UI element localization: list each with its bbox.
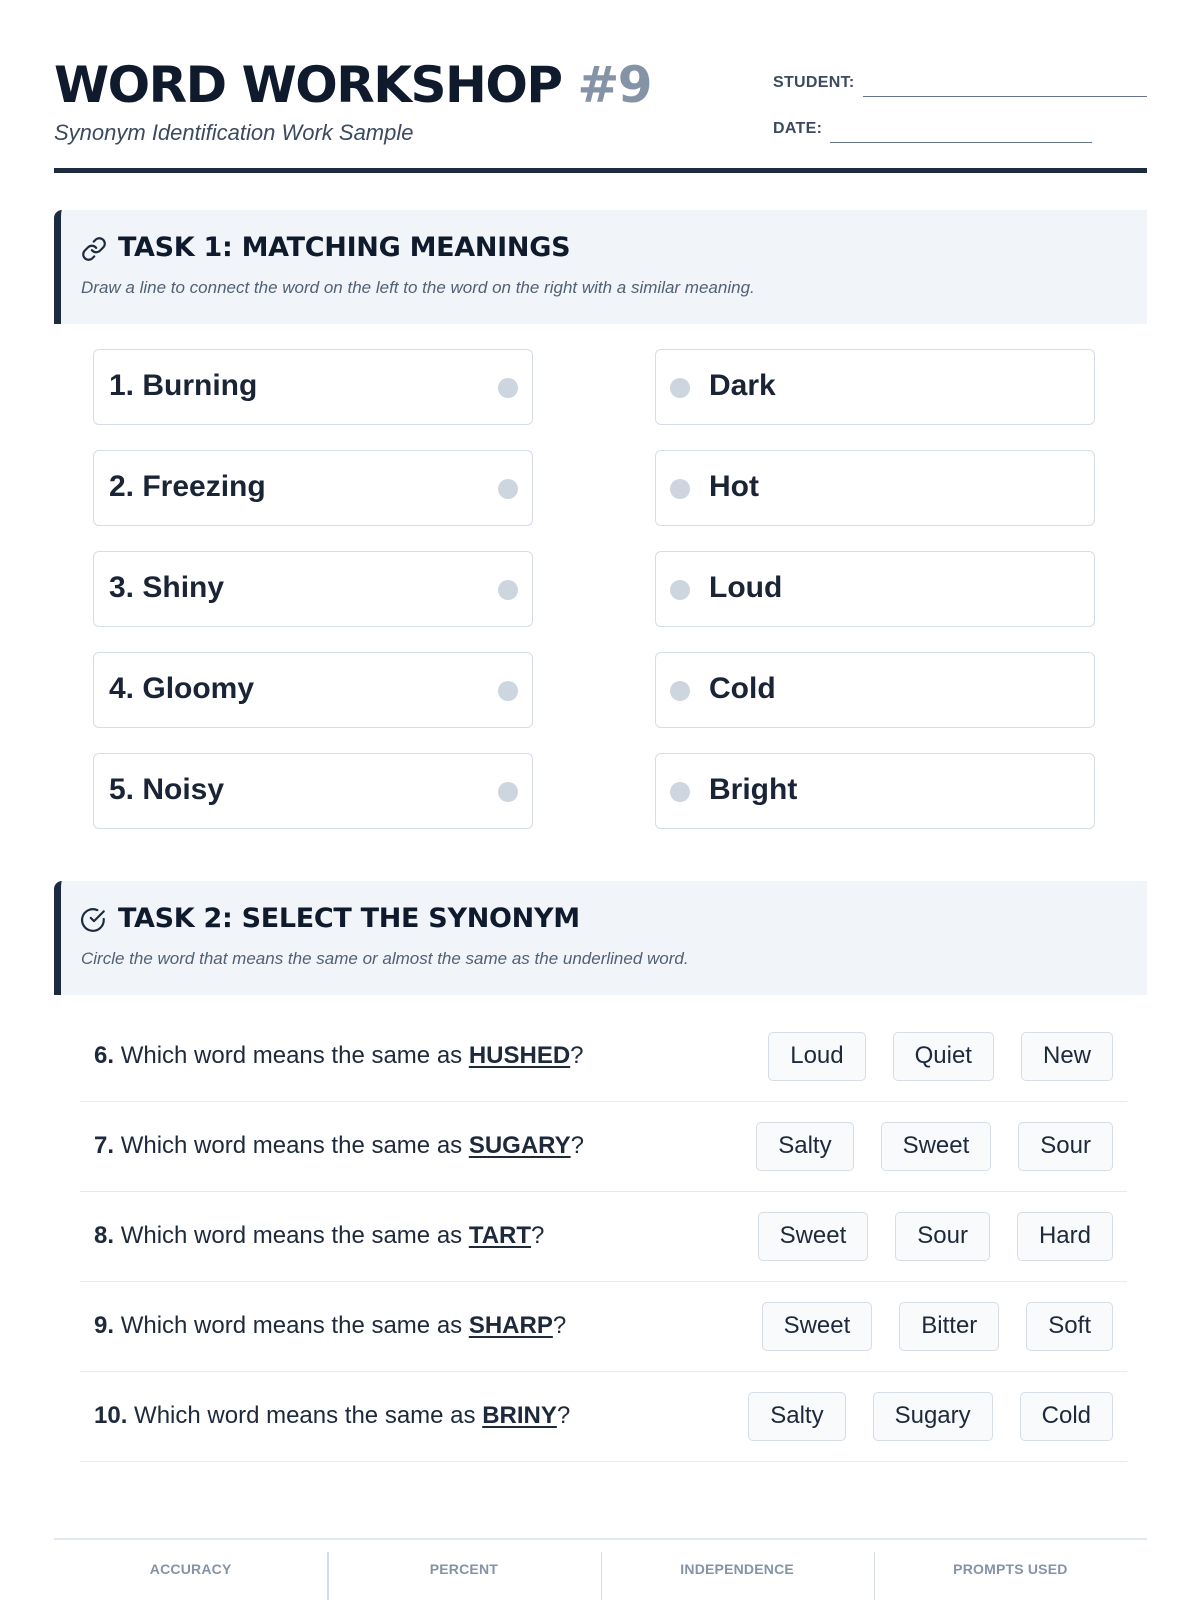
answer-option[interactable]: Sour <box>1018 1122 1113 1171</box>
worksheet-header <box>54 52 1147 174</box>
question-row <box>80 1370 1127 1462</box>
question-row <box>80 1100 1127 1192</box>
question-text <box>94 1222 544 1250</box>
answer-option[interactable]: Sugary <box>873 1392 993 1441</box>
answer-option[interactable]: Soft <box>1026 1302 1113 1351</box>
left-word-box <box>93 450 533 526</box>
connector-dot[interactable] <box>670 479 690 499</box>
right-word-box <box>655 551 1095 627</box>
question-prompt: Which word means the same as <box>120 1132 469 1159</box>
question-mark: ? <box>552 1312 567 1339</box>
right-word-box <box>655 753 1095 829</box>
right-word-box <box>655 652 1095 728</box>
question-prompt: Which word means the same as <box>120 1222 469 1249</box>
worksheet-page <box>54 0 1147 1600</box>
left-word: 3. Shiny <box>109 571 225 604</box>
page-title: WORD WORKSHOP #9 <box>54 56 652 114</box>
left-word-box <box>93 753 533 829</box>
answer-options <box>756 1122 1113 1171</box>
link-icon <box>81 236 107 262</box>
left-word-box <box>93 551 533 627</box>
target-word: TART <box>468 1222 532 1249</box>
question-prompt: Which word means the same as <box>134 1402 483 1429</box>
question-number: 8. <box>94 1222 115 1249</box>
date-label: DATE: <box>773 120 823 137</box>
scoring-footer <box>54 1540 1147 1600</box>
score-label: INDEPENDENCE <box>680 1561 794 1577</box>
question-text <box>94 1132 584 1160</box>
score-cell <box>327 1540 600 1600</box>
task2-instructions: Circle the word that means the same or almost the same as the underlined word. <box>81 949 689 968</box>
header-divider <box>54 168 1147 173</box>
question-row <box>80 1280 1127 1372</box>
answer-options <box>768 1032 1113 1081</box>
question-number: 7. <box>94 1132 115 1159</box>
answer-option[interactable]: Quiet <box>893 1032 994 1081</box>
question-mark: ? <box>556 1402 571 1429</box>
connector-dot[interactable] <box>498 782 518 802</box>
task2-title: TASK 2: SELECT THE SYNONYM <box>118 903 580 934</box>
question-mark: ? <box>531 1222 545 1249</box>
check-circle-icon <box>81 907 107 933</box>
answer-option[interactable]: Hard <box>1017 1212 1113 1261</box>
right-word: Bright <box>709 773 798 806</box>
question-mark: ? <box>570 1132 584 1159</box>
question-row <box>80 1190 1127 1282</box>
task2-header <box>54 881 1147 995</box>
connector-dot[interactable] <box>670 378 690 398</box>
question-number: 10. <box>94 1402 128 1429</box>
answer-option[interactable]: Sweet <box>762 1302 873 1351</box>
question-row <box>80 1010 1127 1102</box>
question-number: 9. <box>94 1312 115 1339</box>
connector-dot[interactable] <box>670 580 690 600</box>
question-prompt: Which word means the same as <box>120 1312 469 1339</box>
right-word: Cold <box>709 672 776 705</box>
right-word: Dark <box>709 369 776 402</box>
answer-options <box>762 1302 1113 1351</box>
score-cell <box>54 1540 327 1600</box>
score-cell <box>601 1540 874 1600</box>
question-number: 6. <box>94 1042 115 1069</box>
answer-option[interactable]: Cold <box>1020 1392 1113 1441</box>
score-label: PERCENT <box>429 1561 499 1577</box>
score-label: PROMPTS USED <box>953 1561 1068 1577</box>
question-text <box>94 1402 570 1430</box>
task1-title: TASK 1: MATCHING MEANINGS <box>118 232 571 263</box>
connector-dot[interactable] <box>498 378 518 398</box>
answer-options <box>748 1392 1113 1441</box>
answer-option[interactable]: New <box>1021 1032 1113 1081</box>
right-word: Hot <box>709 470 759 503</box>
task1-instructions: Draw a line to connect the word on the left to the word on the right with a similar meaning. <box>81 278 755 297</box>
answer-options <box>758 1212 1113 1261</box>
left-word: 2. Freezing <box>109 470 266 503</box>
right-word-box <box>655 349 1095 425</box>
question-mark: ? <box>570 1042 584 1069</box>
question-prompt: Which word means the same as <box>120 1042 469 1069</box>
task1-header <box>54 210 1147 324</box>
answer-option[interactable]: Salty <box>756 1122 853 1171</box>
score-label: ACCURACY <box>149 1561 232 1577</box>
left-word-box <box>93 652 533 728</box>
answer-option[interactable]: Bitter <box>899 1302 999 1351</box>
answer-option[interactable]: Sweet <box>758 1212 869 1261</box>
right-word: Loud <box>709 571 783 604</box>
answer-option[interactable]: Sour <box>895 1212 990 1261</box>
left-word: 1. Burning <box>109 369 258 402</box>
connector-dot[interactable] <box>498 580 518 600</box>
connector-dot[interactable] <box>670 782 690 802</box>
score-cell <box>874 1540 1147 1600</box>
connector-dot[interactable] <box>498 479 518 499</box>
connector-dot[interactable] <box>498 681 518 701</box>
target-word: SHARP <box>468 1312 553 1339</box>
target-word: SUGARY <box>468 1132 571 1159</box>
left-word: 4. Gloomy <box>109 672 255 705</box>
target-word: HUSHED <box>468 1042 571 1069</box>
date-field[interactable] <box>830 142 1092 143</box>
page-subtitle: Synonym Identification Work Sample <box>54 120 414 145</box>
connector-dot[interactable] <box>670 681 690 701</box>
student-label: STUDENT: <box>773 74 855 91</box>
question-text <box>94 1042 584 1070</box>
student-name-field[interactable] <box>863 96 1147 97</box>
answer-option[interactable]: Sweet <box>881 1122 992 1171</box>
answer-option[interactable]: Salty <box>748 1392 845 1441</box>
question-text <box>94 1312 566 1340</box>
worksheet-number: #9 <box>577 56 652 114</box>
left-word-box <box>93 349 533 425</box>
target-word: BRINY <box>482 1402 557 1429</box>
left-word: 5. Noisy <box>109 773 225 806</box>
answer-option[interactable]: Loud <box>768 1032 865 1081</box>
right-word-box <box>655 450 1095 526</box>
